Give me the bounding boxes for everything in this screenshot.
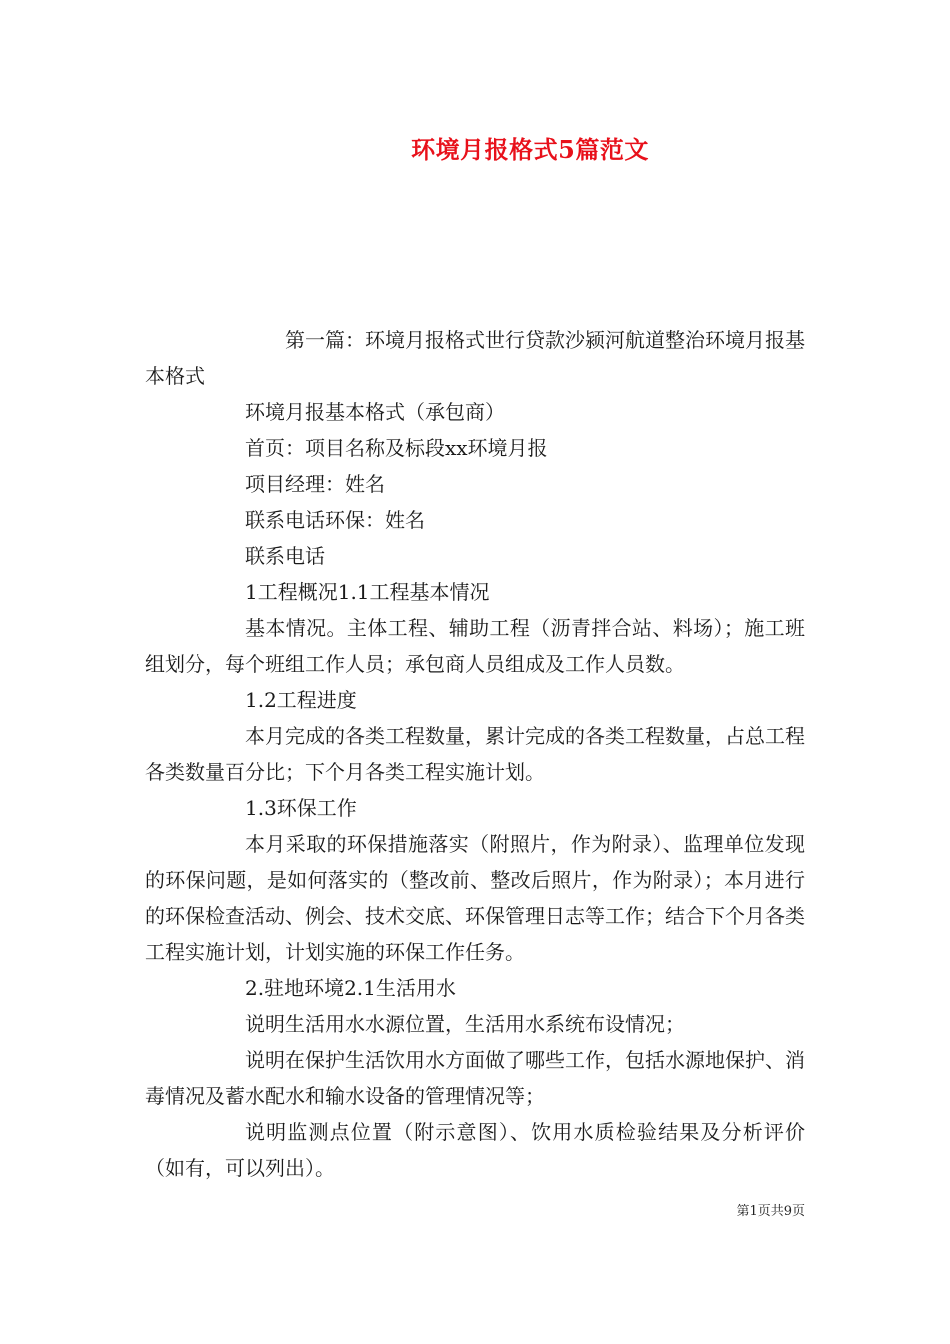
page-number: 第1页共9页	[736, 1204, 805, 1219]
document-title: 环境月报格式5篇范文	[411, 135, 649, 164]
paragraph-heading-first-article: 第一篇：环境月报格式世行贷款沙颍河航道整治环境月报基本格式	[145, 328, 805, 388]
paragraph-basic-info: 基本情况。主体工程、辅助工程（沥青拌合站、料场）；施工班组划分，每个班组工作人员；承包商人员组成及工作人员数。	[145, 616, 805, 676]
paragraph-format-contractor: 环境月报基本格式（承包商）	[245, 400, 505, 424]
paragraph-water-protection: 说明在保护生活饮用水方面做了哪些工作，包括水源地保护、消毒情况及蓄水配水和输水设备的管理情况等；	[145, 1048, 805, 1108]
paragraph-section-1-3: 1.3环保工作	[245, 796, 357, 820]
paragraph-contact-phone: 联系电话	[245, 544, 325, 568]
paragraph-project-manager: 项目经理：姓名	[245, 472, 385, 496]
paragraph-contact-env: 联系电话环保：姓名	[245, 508, 425, 532]
paragraph-section-1-1: 1工程概况1.1工程基本情况	[245, 580, 490, 604]
document-body	[145, 322, 805, 1186]
paragraph-water-source: 说明生活用水水源位置，生活用水系统布设情况；	[245, 1012, 685, 1036]
paragraph-section-2-1: 2.驻地环境2.1生活用水	[245, 976, 456, 1000]
paragraph-cover-page: 首页：项目名称及标段xx环境月报	[245, 436, 548, 460]
paragraph-env-work: 本月采取的环保措施落实（附照片，作为附录）、监理单位发现的环保问题，是如何落实的（整改前、整改后照片，作为附录）；本月进行的环保检查活动、例会、技术交底、环保管理日志等工作；结合下个月各类工程实施计划，计划实施的环保工作任务。	[145, 832, 805, 964]
paragraph-section-1-2: 1.2工程进度	[245, 688, 357, 712]
paragraph-progress: 本月完成的各类工程数量，累计完成的各类工程数量，占总工程各类数量百分比；下个月各类工程实施计划。	[145, 724, 805, 784]
paragraph-monitoring: 说明监测点位置（附示意图）、饮用水质检验结果及分析评价（如有，可以列出）。	[145, 1120, 805, 1180]
